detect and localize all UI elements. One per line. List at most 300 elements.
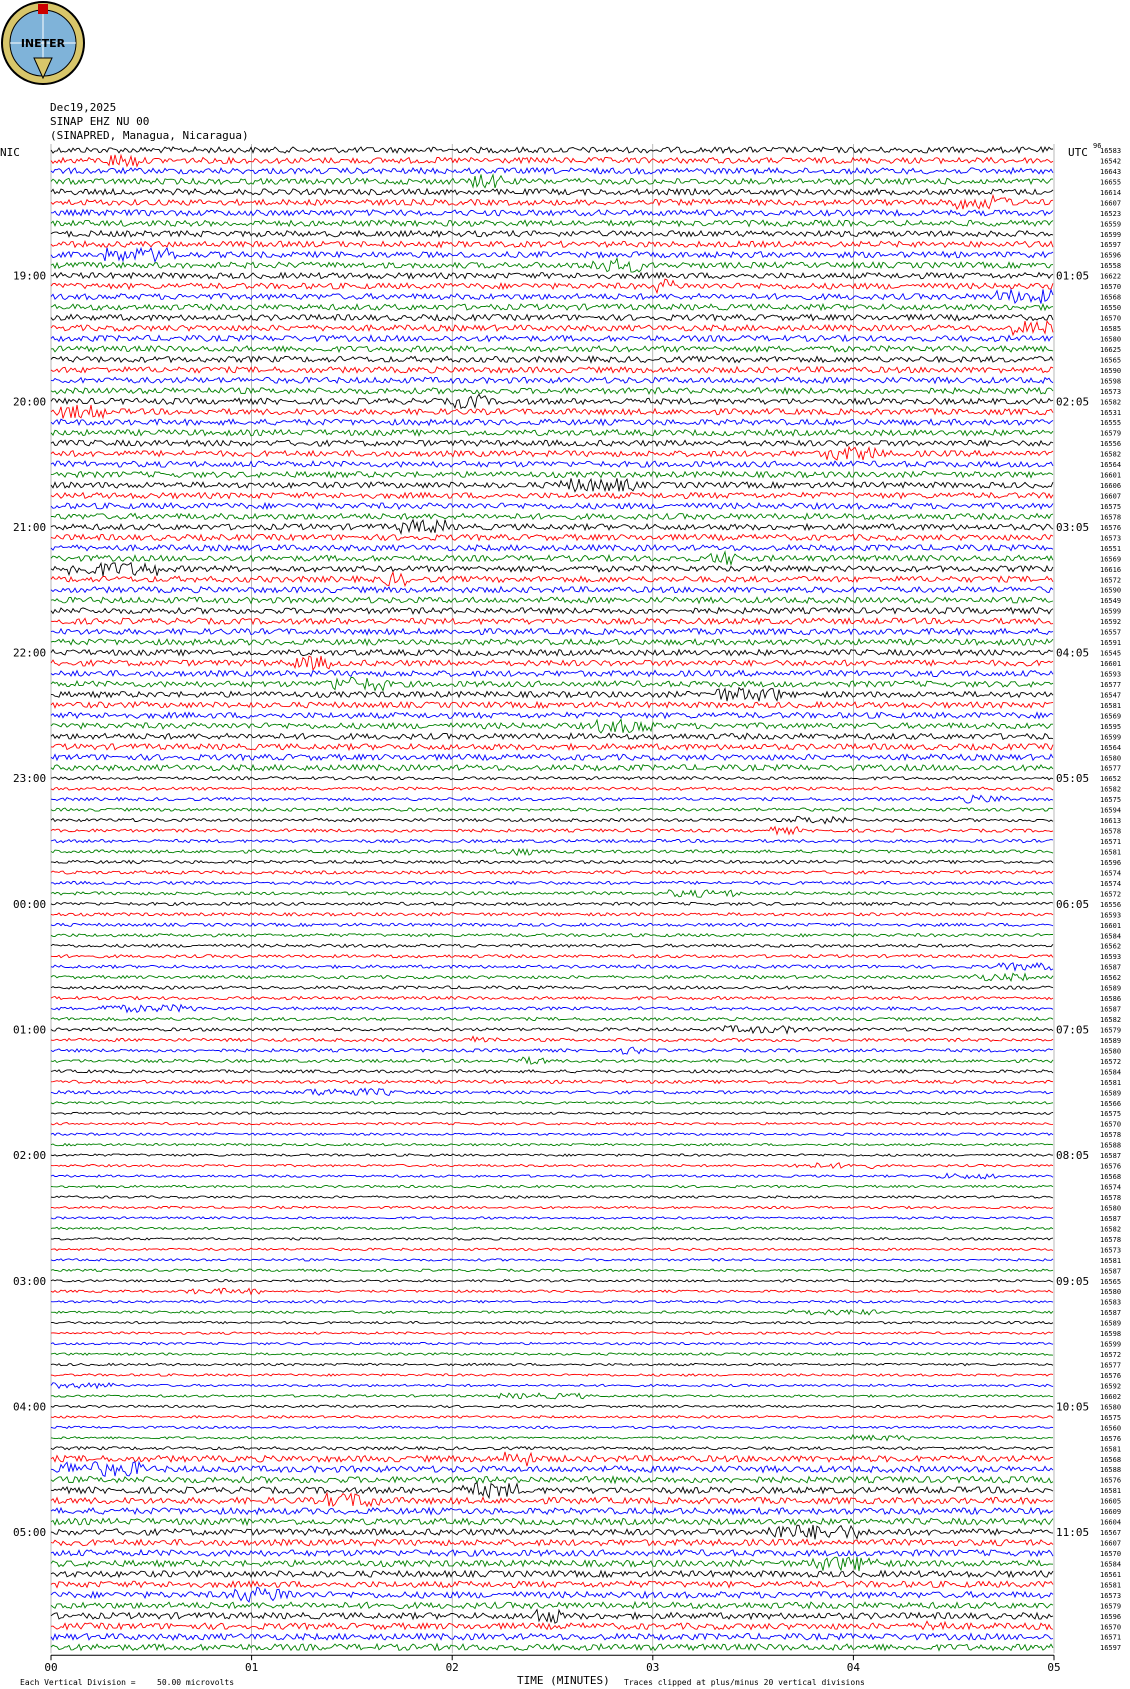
x-tick-label: 01 [244, 1661, 259, 1675]
left-time-label: 04:00 [13, 1400, 47, 1414]
trace-line [51, 1332, 1053, 1334]
trace-value-label: 16597 [1100, 241, 1122, 250]
trace-line [51, 608, 1053, 614]
trace-line [51, 1426, 1053, 1428]
trace-value-label: 16592 [1100, 618, 1122, 627]
trace-value-label: 16542 [1100, 157, 1122, 166]
trace-line [51, 849, 1053, 855]
trace-line [51, 1133, 1053, 1135]
trace-value-label: 16575 [1100, 1110, 1122, 1119]
trace-line [51, 1026, 1053, 1034]
trace-value-label: 16607 [1100, 1539, 1122, 1548]
trace-line [51, 1610, 1053, 1624]
trace-line [51, 1571, 1053, 1577]
left-time-label: 01:00 [13, 1023, 47, 1037]
trace-value-label: 16584 [1100, 932, 1122, 941]
trace-line [51, 795, 1053, 803]
trace-value-label: 16523 [1100, 209, 1122, 218]
right-time-label: 11:05 [1056, 1526, 1090, 1539]
seismic-traces [51, 147, 1053, 1650]
trace-line [51, 503, 1053, 509]
trace-line [51, 430, 1053, 436]
trace-value-label: 16614 [1100, 188, 1122, 197]
trace-line [51, 346, 1053, 352]
trace-value-label: 16568 [1100, 1173, 1122, 1182]
trace-line [51, 1602, 1053, 1608]
trace-value-label: 16564 [1100, 461, 1122, 470]
trace-value-label: 16587 [1100, 1005, 1122, 1014]
trace-value-label: 16551 [1100, 544, 1122, 553]
x-tick-label: 05 [1047, 1661, 1061, 1675]
trace-line [51, 1080, 1053, 1083]
trace-line [51, 973, 1053, 980]
trace-value-label: 16607 [1100, 199, 1122, 208]
trace-line [51, 944, 1053, 947]
trace-line [51, 1621, 1053, 1629]
location-label: (SINAPRED, Managua, Nicaragua) [50, 129, 249, 142]
trace-value-label: 16596 [1100, 1612, 1122, 1621]
trace-value-label: 16584 [1100, 1068, 1122, 1077]
trace-line [51, 1288, 1053, 1294]
trace-line [51, 656, 1053, 670]
trace-value-label: 16581 [1100, 1445, 1122, 1454]
trace-line [51, 839, 1053, 842]
trace-value-label: 16643 [1100, 167, 1122, 176]
trace-value-label: 16556 [1100, 440, 1122, 449]
trace-value-label: 16625 [1100, 345, 1122, 354]
trace-line [51, 1102, 1053, 1104]
trace-value-label: 16605 [1100, 1497, 1122, 1506]
trace-value-label: 16593 [1100, 670, 1122, 679]
trace-value-label: 16583 [1100, 1298, 1122, 1307]
top-value-label: 96 [1093, 142, 1102, 150]
trace-line [51, 1452, 1053, 1466]
trace-value-label: 16577 [1100, 764, 1122, 773]
trace-value-label: 16568 [1100, 293, 1122, 302]
trace-value-label: 16556 [1100, 900, 1122, 909]
trace-value-label: 16581 [1100, 1256, 1122, 1265]
trace-line [51, 1227, 1053, 1229]
trace-line [51, 155, 1053, 167]
left-time-label: 22:00 [13, 646, 47, 660]
trace-value-label: 16582 [1100, 398, 1122, 407]
trace-line [51, 1248, 1053, 1250]
trace-value-label: 16562 [1100, 942, 1122, 951]
station-label: SINAP EHZ NU 00 [50, 115, 150, 128]
trace-value-label: 16560 [1100, 1424, 1122, 1433]
trace-line [51, 405, 1053, 419]
trace-line [51, 1483, 1053, 1498]
trace-value-label: 16589 [1100, 1319, 1122, 1328]
trace-line [51, 1309, 1053, 1315]
nic-label: NIC [0, 146, 20, 159]
trace-line [51, 1070, 1053, 1073]
right-time-label: 05:05 [1056, 772, 1090, 786]
trace-value-label: 16568 [1100, 1455, 1122, 1464]
trace-value-label: 16577 [1100, 681, 1122, 689]
trace-line [51, 1206, 1053, 1208]
trace-line [51, 777, 1053, 780]
trace-line [51, 1005, 1053, 1013]
scale-value: 50.00 microvolts [157, 1678, 235, 1687]
trace-line [51, 1462, 1053, 1477]
trace-value-label: 16607 [1100, 492, 1122, 501]
trace-value-label: 16587 [1100, 1309, 1122, 1318]
trace-line [51, 514, 1053, 520]
trace-value-label: 16572 [1100, 1057, 1122, 1066]
trace-value-label: 16558 [1100, 262, 1122, 271]
trace-line [51, 1405, 1053, 1407]
x-tick-label: 00 [44, 1661, 58, 1675]
trace-line [51, 754, 1053, 760]
trace-line [51, 808, 1053, 811]
trace-value-label: 16582 [1100, 785, 1122, 794]
trace-value-label: 16576 [1100, 1372, 1122, 1380]
trace-line [51, 1322, 1053, 1324]
trace-value-label: 16602 [1100, 1392, 1122, 1401]
trace-line [51, 787, 1053, 790]
trace-value-label: 16599 [1100, 230, 1122, 239]
trace-value-label: 16582 [1100, 1225, 1122, 1234]
clip-note: Traces clipped at plus/minus 20 vertical divisions [624, 1678, 865, 1687]
left-time-label: 23:00 [13, 772, 47, 786]
trace-value-label: 16609 [1100, 1508, 1122, 1517]
trace-value-label: 16582 [1100, 450, 1122, 459]
right-time-label: 04:05 [1056, 646, 1090, 660]
trace-line [51, 356, 1053, 362]
trace-line [51, 195, 1053, 209]
trace-line [51, 1416, 1053, 1418]
trace-line [51, 1539, 1053, 1545]
trace-value-label: 16561 [1100, 1570, 1122, 1579]
trace-line [51, 168, 1053, 174]
trace-value-label: 16565 [1100, 356, 1122, 365]
utc-label: UTC [1068, 146, 1088, 159]
trace-line [51, 1163, 1053, 1169]
trace-line [51, 1557, 1053, 1571]
trace-line [51, 618, 1053, 624]
trace-value-label: 16587 [1100, 1214, 1122, 1223]
trace-line [51, 321, 1053, 335]
trace-labels [13, 142, 1121, 1652]
trace-value-label: 16590 [1100, 366, 1122, 375]
trace-line [51, 572, 1053, 585]
trace-value-label: 16557 [1100, 628, 1122, 637]
trace-value-label: 16604 [1100, 1518, 1122, 1527]
trace-value-label: 16577 [1100, 1361, 1122, 1370]
trace-value-label: 16588 [1100, 1141, 1122, 1150]
trace-line [51, 231, 1053, 237]
trace-line [51, 702, 1053, 708]
trace-line [51, 671, 1053, 677]
trace-value-label: 16601 [1100, 921, 1122, 930]
trace-line [51, 440, 1053, 446]
trace-value-label: 16578 [1100, 513, 1122, 522]
trace-line [51, 419, 1053, 425]
trace-value-label: 16599 [1100, 1340, 1122, 1349]
left-time-label: 03:00 [13, 1274, 47, 1288]
trace-value-label: 16545 [1100, 649, 1122, 658]
trace-value-label: 16579 [1100, 429, 1122, 438]
trace-value-label: 16559 [1100, 220, 1122, 229]
trace-value-label: 16570 [1100, 283, 1122, 292]
trace-line [51, 1393, 1053, 1399]
trace-line [51, 1525, 1053, 1539]
trace-line [51, 1550, 1053, 1556]
scale-label: Each Vertical Division = [20, 1678, 136, 1687]
trace-value-label: 16570 [1100, 314, 1122, 323]
trace-line [51, 997, 1053, 1000]
trace-value-label: 16581 [1100, 701, 1122, 710]
trace-value-label: 16578 [1100, 1235, 1122, 1244]
trace-value-label: 16573 [1100, 534, 1122, 543]
trace-line [51, 816, 1053, 823]
trace-value-label: 16590 [1100, 586, 1122, 595]
trace-line [51, 315, 1053, 321]
trace-value-label: 16592 [1100, 1382, 1122, 1391]
left-time-label: 05:00 [13, 1526, 47, 1539]
trace-line [51, 279, 1053, 293]
trace-value-label: 16570 [1100, 1120, 1122, 1129]
trace-line [51, 639, 1053, 645]
right-time-label: 02:05 [1056, 395, 1090, 409]
trace-line [51, 902, 1053, 905]
trace-line [51, 1259, 1053, 1261]
trace-value-label: 16587 [1100, 963, 1122, 972]
trace-line [51, 1017, 1053, 1020]
trace-line [51, 534, 1053, 540]
trace-line [51, 1112, 1053, 1114]
trace-value-label: 16571 [1100, 838, 1122, 846]
trace-line [51, 677, 1053, 690]
trace-line [51, 1185, 1053, 1187]
trace-value-label: 16574 [1100, 869, 1122, 878]
trace-line [51, 220, 1053, 226]
trace-value-label: 16599 [1100, 607, 1122, 616]
trace-value-label: 16572 [1100, 576, 1122, 585]
trace-value-label: 16598 [1100, 1330, 1122, 1339]
trace-value-label: 16573 [1100, 387, 1122, 396]
x-axis-title: TIME (MINUTES) [517, 1674, 610, 1687]
trace-value-label: 16555 [1100, 419, 1122, 428]
trace-line [51, 719, 1053, 733]
trace-value-label: 16589 [1100, 1037, 1122, 1045]
trace-value-label: 16574 [1100, 879, 1122, 888]
trace-line [51, 520, 1053, 534]
trace-line [51, 447, 1053, 460]
right-time-label: 08:05 [1056, 1149, 1090, 1163]
trace-value-label: 16587 [1100, 1152, 1122, 1161]
trace-line [51, 147, 1053, 153]
trace-value-label: 16578 [1100, 1131, 1122, 1140]
trace-value-label: 16579 [1100, 1026, 1122, 1035]
trace-line [51, 377, 1053, 383]
trace-line [51, 1374, 1053, 1376]
trace-line [51, 478, 1053, 491]
trace-value-label: 16573 [1100, 1591, 1122, 1600]
trace-line [51, 1057, 1053, 1064]
trace-line [51, 923, 1053, 926]
trace-value-label: 16579 [1100, 1602, 1122, 1611]
trace-line [51, 963, 1053, 970]
trace-line [51, 289, 1053, 303]
trace-value-label: 16580 [1100, 754, 1122, 763]
trace-value-label: 16578 [1100, 827, 1122, 836]
trace-line [51, 827, 1053, 835]
trace-value-label: 16580 [1100, 1047, 1122, 1056]
left-time-label: 00:00 [13, 897, 47, 911]
trace-value-label: 16616 [1100, 565, 1122, 574]
right-time-label: 07:05 [1056, 1023, 1090, 1037]
trace-line [51, 1123, 1053, 1125]
trace-value-label: 16580 [1100, 1403, 1122, 1412]
trace-value-label: 16585 [1100, 325, 1122, 333]
trace-value-label: 16593 [1100, 911, 1122, 920]
trace-value-label: 16595 [1100, 722, 1122, 731]
trace-value-label: 16581 [1100, 1487, 1122, 1496]
trace-line [51, 1363, 1053, 1365]
trace-line [51, 871, 1053, 874]
trace-line [51, 1435, 1053, 1441]
trace-value-label: 16606 [1100, 482, 1122, 490]
trace-line [51, 189, 1053, 195]
right-time-label: 10:05 [1056, 1400, 1090, 1414]
trace-line [51, 461, 1053, 467]
trace-line [51, 545, 1053, 551]
x-tick-label: 02 [445, 1661, 459, 1675]
trace-value-label: 16587 [1100, 1267, 1122, 1276]
trace-line [51, 733, 1053, 739]
trace-value-label: 16580 [1100, 335, 1122, 344]
trace-value-label: 16575 [1100, 796, 1122, 805]
trace-line [51, 1634, 1053, 1640]
trace-line [51, 1301, 1053, 1303]
trace-value-label: 16576 [1100, 1476, 1122, 1485]
date-label: Dec19,2025 [50, 101, 117, 114]
trace-value-label: 16591 [1100, 639, 1122, 648]
trace-value-label: 16589 [1100, 984, 1122, 993]
trace-value-label: 16575 [1100, 1413, 1122, 1422]
trace-line [51, 650, 1053, 656]
trace-value-label: 16567 [1100, 1529, 1122, 1537]
trace-value-label: 16581 [1100, 848, 1122, 857]
trace-value-label: 16598 [1100, 377, 1122, 386]
trace-value-label: 16571 [1100, 1633, 1122, 1642]
trace-line [51, 955, 1053, 958]
trace-value-label: 16589 [1100, 1089, 1122, 1098]
trace-line [51, 394, 1053, 408]
trace-value-label: 16655 [1100, 178, 1122, 187]
trace-line [51, 273, 1053, 279]
trace-value-label: 16547 [1100, 691, 1122, 700]
trace-value-label: 16594 [1100, 806, 1122, 815]
trace-line [51, 1280, 1053, 1282]
trace-line [51, 1477, 1053, 1483]
left-time-label: 19:00 [13, 269, 47, 283]
trace-line [51, 1154, 1053, 1156]
trace-value-label: 16565 [1100, 1277, 1122, 1286]
trace-value-label: 16581 [1100, 1581, 1122, 1590]
trace-line [51, 241, 1053, 247]
trace-line [51, 552, 1053, 565]
trace-line [51, 1644, 1053, 1650]
trace-value-label: 16596 [1100, 251, 1122, 260]
trace-value-label: 16562 [1100, 974, 1122, 983]
trace-value-label: 16572 [1100, 1351, 1122, 1360]
trace-value-label: 16613 [1100, 817, 1122, 826]
left-time-label: 02:00 [13, 1149, 47, 1163]
trace-value-label: 16601 [1100, 471, 1122, 480]
trace-line [51, 881, 1053, 884]
trace-value-label: 16580 [1100, 1288, 1122, 1297]
trace-value-label: 16578 [1100, 1194, 1122, 1202]
trace-value-label: 16588 [1100, 1466, 1122, 1475]
trace-line [51, 860, 1053, 863]
trace-line [51, 258, 1053, 272]
trace-value-label: 16622 [1100, 272, 1122, 281]
trace-line [51, 1269, 1053, 1271]
trace-value-label: 16576 [1100, 523, 1122, 532]
trace-line [51, 1342, 1053, 1344]
trace-line [51, 1173, 1053, 1178]
trace-line [51, 1587, 1053, 1602]
x-tick-label: 04 [846, 1661, 861, 1675]
trace-line [51, 304, 1053, 310]
trace-line [51, 210, 1053, 216]
trace-line [51, 712, 1053, 718]
trace-value-label: 16584 [1100, 1560, 1122, 1569]
trace-line [51, 248, 1053, 262]
trace-line [51, 934, 1053, 937]
trace-line [51, 1508, 1053, 1514]
trace-line [51, 1144, 1053, 1146]
right-time-label: 09:05 [1056, 1274, 1090, 1288]
left-time-label: 20:00 [13, 395, 47, 409]
trace-value-label: 16597 [1100, 1644, 1122, 1653]
trace-line [51, 1196, 1053, 1198]
trace-value-label: 16574 [1100, 1183, 1122, 1192]
trace-line [51, 913, 1053, 916]
logo-text: INETER [20, 37, 66, 50]
trace-line [51, 744, 1053, 750]
trace-line [51, 1089, 1053, 1096]
trace-line [51, 765, 1053, 771]
trace-value-label: 16575 [1100, 503, 1122, 511]
trace-value-label: 16599 [1100, 733, 1122, 742]
trace-value-label: 16601 [1100, 660, 1122, 668]
trace-line [51, 1047, 1053, 1054]
trace-line [51, 597, 1053, 603]
trace-value-label: 16582 [1100, 1016, 1122, 1024]
trace-line [51, 986, 1053, 989]
trace-line [51, 336, 1053, 342]
trace-value-label: 16569 [1100, 555, 1122, 564]
trace-value-label: 16580 [1100, 1204, 1122, 1213]
trace-line [51, 629, 1053, 635]
trace-value-label: 16652 [1100, 775, 1122, 784]
trace-value-label: 16576 [1100, 1434, 1122, 1443]
trace-line [51, 1238, 1053, 1240]
right-time-label: 01:05 [1056, 269, 1090, 283]
trace-line [51, 1383, 1053, 1389]
trace-value-label: 16570 [1100, 1550, 1122, 1558]
trace-line [51, 890, 1053, 897]
trace-line [51, 367, 1053, 373]
trace-line [51, 1493, 1053, 1506]
trace-value-label: 16596 [1100, 859, 1122, 867]
trace-line [51, 388, 1053, 394]
trace-value-label: 16583 [1100, 147, 1122, 155]
